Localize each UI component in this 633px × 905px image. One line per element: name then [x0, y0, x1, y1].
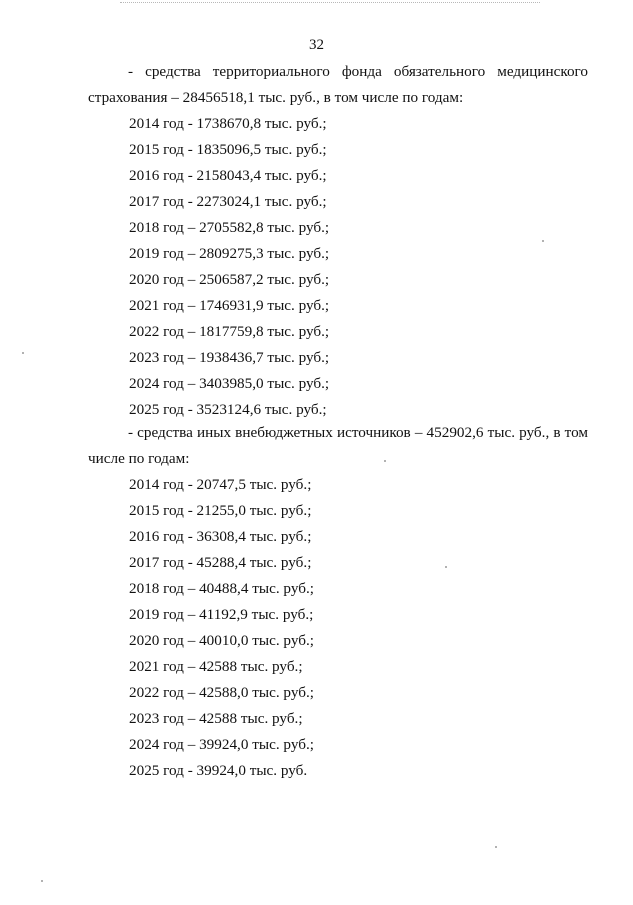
list-item: 2023 год – 1938436,7 тыс. руб.;: [129, 349, 330, 366]
list-item: 2025 год - 3523124,6 тыс. руб.;: [129, 401, 327, 418]
scan-speck: [384, 460, 386, 462]
list-item: 2018 год – 40488,4 тыс. руб.;: [129, 580, 314, 597]
list-item: 2024 год – 39924,0 тыс. руб.;: [129, 736, 314, 753]
list-item: 2020 год – 2506587,2 тыс. руб.;: [129, 271, 330, 288]
list-item: 2021 год – 42588 тыс. руб.;: [129, 658, 303, 675]
list-item: 2016 год - 36308,4 тыс. руб.;: [129, 528, 312, 545]
list-item: 2022 год – 42588,0 тыс. руб.;: [129, 684, 314, 701]
scan-speck: [41, 880, 43, 882]
list-item: 2017 год - 45288,4 тыс. руб.;: [129, 554, 312, 571]
list-item: 2020 год – 40010,0 тыс. руб.;: [129, 632, 314, 649]
other-sources-yearly-list: [129, 472, 314, 784]
list-item: 2017 год - 2273024,1 тыс. руб.;: [129, 193, 327, 210]
list-item: 2015 год - 1835096,5 тыс. руб.;: [129, 141, 327, 158]
tfoms-yearly-list: [129, 111, 329, 423]
list-item: 2019 год – 41192,9 тыс. руб.;: [129, 606, 314, 623]
list-item: 2021 год – 1746931,9 тыс. руб.;: [129, 297, 330, 314]
list-item: 2023 год – 42588 тыс. руб.;: [129, 710, 303, 727]
list-item: 2024 год – 3403985,0 тыс. руб.;: [129, 375, 330, 392]
list-item: 2025 год - 39924,0 тыс. руб.: [129, 762, 308, 779]
scan-speck: [542, 240, 544, 242]
list-item: 2019 год – 2809275,3 тыс. руб.;: [129, 245, 330, 262]
list-item: 2022 год – 1817759,8 тыс. руб.;: [129, 323, 330, 340]
paragraph-tfoms-funds: - средства территориального фонда обязательного медицинского страхования – 28456518,1 тыс. руб., в том числе по годам:: [88, 63, 588, 106]
list-item: 2015 год - 21255,0 тыс. руб.;: [129, 502, 312, 519]
list-item: 2016 год - 2158043,4 тыс. руб.;: [129, 167, 327, 184]
scan-speck: [445, 566, 447, 568]
paragraph-other-funds: - средства иных внебюджетных источников – 452902,6 тыс. руб., в том числе по годам:: [88, 424, 588, 467]
scan-speck: [495, 846, 497, 848]
scan-speck: [22, 352, 24, 354]
page-number: 32: [309, 37, 324, 53]
list-item: 2018 год – 2705582,8 тыс. руб.;: [129, 219, 330, 236]
list-item: 2014 год - 1738670,8 тыс. руб.;: [129, 115, 327, 132]
list-item: 2014 год - 20747,5 тыс. руб.;: [129, 476, 312, 493]
scan-top-edge: [120, 2, 540, 3]
